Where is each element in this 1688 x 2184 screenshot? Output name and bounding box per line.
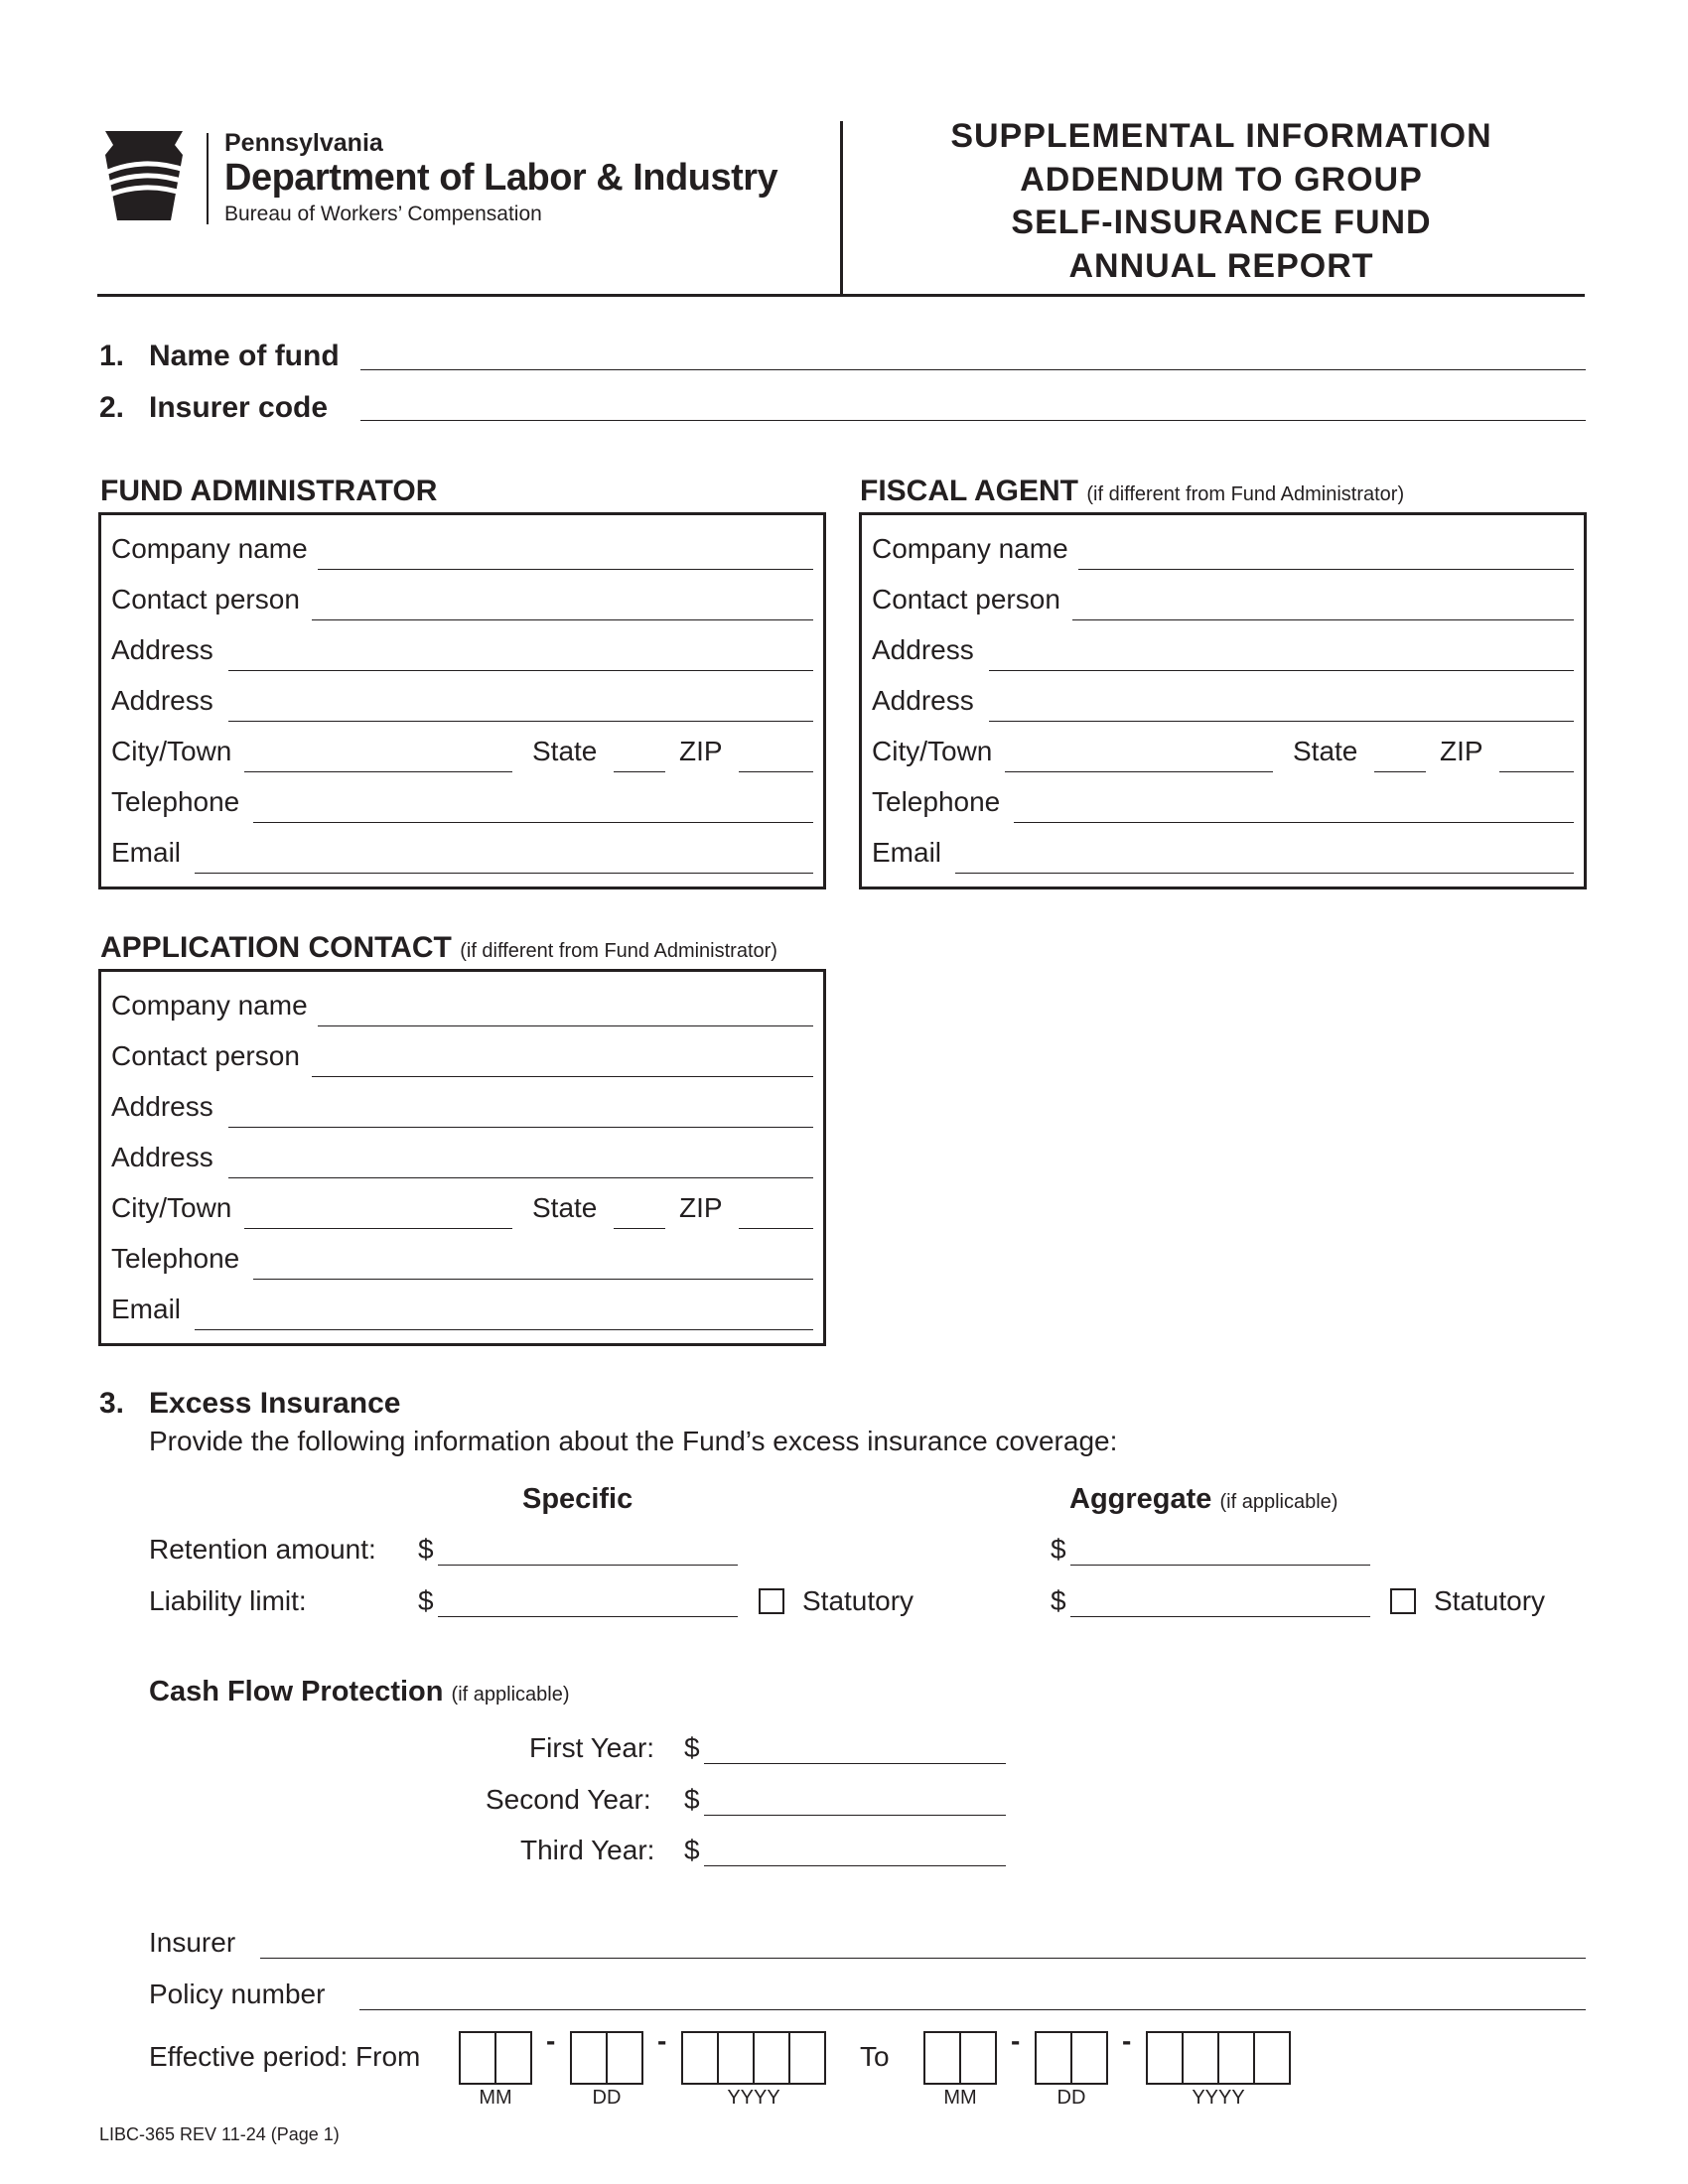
date-separator: - [546,2025,556,2056]
fiscal-agent-email-row [872,837,1574,877]
fund-admin-contact-field[interactable] [312,619,813,620]
zip-label: ZIP [679,1192,723,1223]
fiscal-agent-zip-field[interactable] [1499,771,1574,772]
agency-name: Department of Labor & Industry [224,157,778,199]
app-contact-zip-field[interactable] [739,1228,813,1229]
fund-admin-address1-row [111,634,813,674]
address-label: Address [872,634,974,665]
specific-liability-field[interactable] [438,1616,738,1617]
date-separator: - [657,2025,667,2056]
liability-limit-label: Liability limit: [149,1585,307,1616]
app-contact-note: (if different from Fund Administrator) [460,940,777,962]
dollar-sign: $ [1051,1585,1066,1616]
from-day-digit-2[interactable] [606,2031,643,2085]
policy-number-label: Policy number [149,1979,326,2009]
title-line-1: SUPPLEMENTAL INFORMATION [950,117,1492,155]
date-separator: - [1011,2025,1021,2056]
specific-retention-field[interactable] [438,1565,738,1566]
app-contact-title: APPLICATION CONTACT [100,931,452,964]
telephone-label: Telephone [111,1243,240,1274]
fund-name-field[interactable] [360,369,1586,370]
item-1-number: 1. [99,340,125,372]
app-contact-contact-row [111,1040,813,1080]
aggregate-liability-field[interactable] [1070,1616,1370,1617]
dollar-sign: $ [684,1732,700,1763]
email-label: Email [872,837,942,868]
effective-period-label: Effective period: From [149,2041,421,2072]
fund-admin-email-field[interactable] [195,873,813,874]
fund-admin-city-field[interactable] [244,771,512,772]
app-contact-phone-field[interactable] [253,1279,813,1280]
form-title [854,115,1589,288]
app-contact-phone-row [111,1243,813,1283]
fiscal-agent-state-field[interactable] [1374,771,1426,772]
date-separator: - [1122,2025,1132,2056]
contact-person-label: Contact person [111,584,300,614]
policy-number-field[interactable] [359,2009,1586,2010]
agency-bureau: Bureau of Workers’ Compensation [224,203,542,225]
dollar-sign: $ [684,1784,700,1815]
aggregate-heading [1069,1483,1337,1516]
first-year-field[interactable] [704,1763,1006,1764]
fund-admin-phone-row [111,786,813,826]
company-name-label: Company name [872,533,1068,564]
dollar-sign: $ [418,1585,434,1616]
app-contact-city-row [111,1192,813,1232]
app-contact-address1-field[interactable] [228,1127,813,1128]
aggregate-statutory-checkbox[interactable] [1390,1588,1416,1614]
from-year-digit-3[interactable] [753,2031,790,2085]
from-mm-caption: MM [479,2087,512,2109]
statutory-label: Statutory [802,1585,914,1616]
dollar-sign: $ [684,1835,700,1865]
to-label: To [860,2041,890,2072]
app-contact-email-field[interactable] [195,1329,813,1330]
specific-heading: Specific [522,1483,633,1515]
state-label: State [532,1192,598,1223]
to-year-digit-4[interactable] [1253,2031,1291,2085]
fiscal-agent-title: FISCAL AGENT [860,475,1079,507]
insurer-field[interactable] [260,1958,1586,1959]
aggregate-retention-field[interactable] [1070,1565,1370,1566]
address-label: Address [872,685,974,716]
excess-intro: Provide the following information about the Fund’s excess insurance coverage: [149,1426,1118,1456]
header-vertical-divider [840,121,843,295]
fund-admin-contact-row [111,584,813,623]
dollar-sign: $ [1051,1534,1066,1565]
state-label: State [1293,736,1358,766]
address-label: Address [111,634,213,665]
third-year-label: Third Year: [520,1835,655,1865]
logo-divider [207,133,209,224]
item-3-number: 3. [99,1387,125,1420]
app-contact-address2-row [111,1142,813,1181]
from-month-digit-2[interactable] [494,2031,532,2085]
keystone-logo-icon [99,131,189,222]
agency-logo [99,131,189,222]
to-dd-caption: DD [1056,2087,1086,2109]
header-rule [97,294,1585,297]
fiscal-agent-address2-field[interactable] [989,721,1574,722]
item-1-label: Name of fund [149,340,340,372]
fund-admin-phone-field[interactable] [253,822,813,823]
item-2-label: Insurer code [149,391,329,424]
address-label: Address [111,1142,213,1172]
city-label: City/Town [872,736,993,766]
title-line-4: ANNUAL REPORT [1068,246,1374,285]
cash-flow-heading [149,1676,570,1708]
cash-flow-title: Cash Flow Protection [149,1676,444,1707]
to-year-digit-3[interactable] [1217,2031,1255,2085]
app-contact-email-row [111,1294,813,1333]
fund-admin-heading: FUND ADMINISTRATOR [100,475,438,507]
second-year-field[interactable] [704,1815,1006,1816]
city-label: City/Town [111,1192,232,1223]
fund-admin-company-row [111,533,813,573]
contact-person-label: Contact person [872,584,1060,614]
contact-person-label: Contact person [111,1040,300,1071]
item-2-number: 2. [99,391,125,424]
fund-admin-city-row [111,736,813,775]
fund-admin-zip-field[interactable] [739,771,813,772]
fiscal-agent-phone-field[interactable] [1014,822,1574,823]
app-contact-address2-field[interactable] [228,1177,813,1178]
specific-statutory-checkbox[interactable] [759,1588,784,1614]
to-year-digit-2[interactable] [1182,2031,1219,2085]
fiscal-agent-heading [860,475,1404,508]
second-year-label: Second Year: [486,1784,651,1815]
aggregate-note: (if applicable) [1219,1491,1338,1513]
fund-admin-email-row [111,837,813,877]
to-yyyy-caption: YYYY [1192,2087,1245,2109]
fiscal-agent-city-row [872,736,1574,775]
from-year-digit-2[interactable] [717,2031,755,2085]
aggregate-title: Aggregate [1069,1483,1212,1515]
email-label: Email [111,837,182,868]
app-contact-address1-row [111,1091,813,1131]
app-contact-company-row [111,990,813,1029]
fund-admin-address1-field[interactable] [228,670,813,671]
app-contact-box [98,969,826,1346]
fiscal-agent-address1-field[interactable] [989,670,1574,671]
fiscal-agent-address2-row [872,685,1574,725]
form-id-footer: LIBC-365 REV 11-24 (Page 1) [99,2124,340,2144]
fund-admin-state-field[interactable] [614,771,665,772]
cash-flow-note: (if applicable) [451,1684,570,1706]
from-year-digit-1[interactable] [681,2031,719,2085]
fiscal-agent-contact-field[interactable] [1072,619,1574,620]
fiscal-agent-phone-row [872,786,1574,826]
address-label: Address [111,1091,213,1122]
from-year-digit-4[interactable] [788,2031,826,2085]
insurer-label: Insurer [149,1927,236,1958]
app-contact-city-field[interactable] [244,1228,512,1229]
fiscal-agent-contact-row [872,584,1574,623]
retention-amount-label: Retention amount: [149,1534,376,1565]
fiscal-agent-company-field[interactable] [1078,569,1574,570]
state-label: State [532,736,598,766]
from-month-digit-1[interactable] [459,2031,496,2085]
fund-admin-box [98,512,826,889]
fiscal-agent-box [859,512,1587,889]
app-contact-heading [100,931,777,965]
excess-insurance-heading: Excess Insurance [149,1387,401,1420]
from-dd-caption: DD [592,2087,622,2109]
company-name-label: Company name [111,533,308,564]
fund-admin-address2-field[interactable] [228,721,813,722]
to-year-digit-1[interactable] [1146,2031,1184,2085]
city-label: City/Town [111,736,232,766]
fiscal-agent-email-field[interactable] [955,873,1574,874]
address-label: Address [111,685,213,716]
telephone-label: Telephone [872,786,1001,817]
app-contact-contact-field[interactable] [312,1076,813,1077]
agency-state: Pennsylvania [224,129,383,157]
fund-admin-address2-row [111,685,813,725]
to-day-digit-2[interactable] [1070,2031,1108,2085]
first-year-label: First Year: [529,1732,655,1763]
insurer-code-field[interactable] [360,420,1586,421]
statutory-label: Statutory [1434,1585,1546,1616]
app-contact-company-field[interactable] [318,1025,813,1026]
zip-label: ZIP [1440,736,1483,766]
dollar-sign: $ [418,1534,434,1565]
to-day-digit-1[interactable] [1035,2031,1072,2085]
title-line-3: SELF-INSURANCE FUND [1011,204,1432,241]
to-month-digit-2[interactable] [959,2031,997,2085]
to-mm-caption: MM [943,2087,977,2109]
email-label: Email [111,1294,182,1324]
zip-label: ZIP [679,736,723,766]
company-name-label: Company name [111,990,308,1021]
fiscal-agent-note: (if different from Fund Administrator) [1086,483,1405,505]
app-contact-state-field[interactable] [614,1228,665,1229]
fund-admin-company-field[interactable] [318,569,813,570]
from-day-digit-1[interactable] [570,2031,608,2085]
fiscal-agent-address1-row [872,634,1574,674]
telephone-label: Telephone [111,786,240,817]
fiscal-agent-city-field[interactable] [1005,771,1273,772]
from-yyyy-caption: YYYY [727,2087,780,2109]
third-year-field[interactable] [704,1865,1006,1866]
fiscal-agent-company-row [872,533,1574,573]
to-month-digit-1[interactable] [923,2031,961,2085]
title-line-2: ADDENDUM TO GROUP [1020,160,1423,199]
